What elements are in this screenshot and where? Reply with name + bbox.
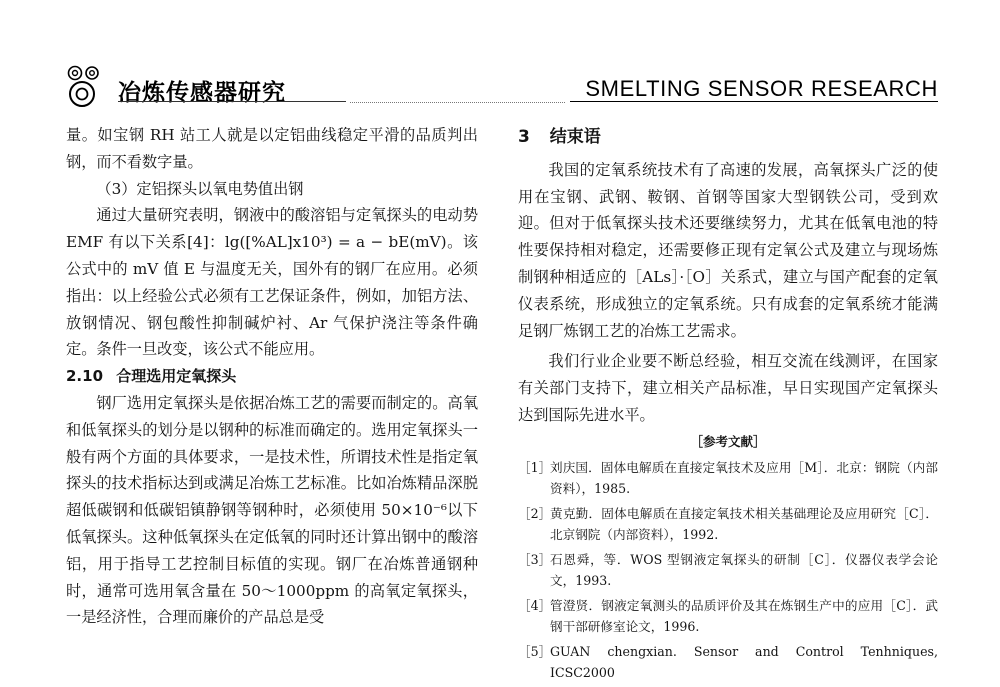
section-title: 结束语 <box>549 127 601 147</box>
page-header <box>60 62 938 110</box>
section-heading <box>66 363 478 390</box>
reference-item <box>518 457 938 499</box>
paragraph: 量。如宝钢 RH 站工人就是以定铝曲线稳定平滑的品质判出钢，而不看数字量。 <box>66 126 478 171</box>
reference-item <box>518 641 938 683</box>
references-list <box>518 457 938 683</box>
reference-number: ［2］ <box>518 505 552 521</box>
reference-number: ［3］ <box>518 551 552 567</box>
paragraph: 钢厂选用定氧探头是依据冶炼工艺的需要而制定的。高氧和低氧探头的划分是以钢种的标准而确定的。选用定氧探头一般有两个方面的具体要求，一是技术性，所谓技术性是指定氧探头的技术指标达到或满足冶炼工艺标准。比如冶炼精品深脱超低碳钢和低碳铝镇静钢等钢种时，必须使用 50×10⁻⁶以下低氧探头。这种低氧探头在定低氧的同时还计算出钢中的酸溶铝，用于指导工艺控制目标值的实现。钢厂在冶炼普通钢种时，通常可选用氧含量在 50～1000ppm 的高氧定氧探头，一是经济性，合理而廉价的产品总是受 <box>66 393 478 627</box>
paragraph: 我国的定氧系统技术有了高速的发展，高氧探头广泛的使用在宝钢、武钢、鞍钢、首钢等国家大型钢铁公司，受到欢迎。但对于低氧探头技术还要继续努力，尤其在低氧电池的特性要保持相对稳定，还需要修正现有定氧公式及建立与现场炼制钢种相适应的［ALs］·［O］关系式，建立与国产配套的定氧仪表系统，形成独立的定氧系统。只有成套的定氧系统才能满足钢厂炼钢工艺的冶炼工艺需求。 <box>518 160 938 340</box>
reference-text: 黄克勤．固体电解质在直接定氧技术相关基础理论及应用研究［C］．北京钢院（内部资料），1992. <box>550 505 938 542</box>
section-number: 2.10 <box>66 367 104 386</box>
reference-number: ［4］ <box>518 597 552 613</box>
reference-number: ［5］ <box>518 643 552 659</box>
section-heading <box>518 124 938 151</box>
reference-item <box>518 549 938 591</box>
reference-item <box>518 595 938 637</box>
reference-text: 刘庆国．固体电解质在直接定氧技术及应用［M］．北京：钢院（内部资料），1985. <box>550 459 938 496</box>
right-column <box>518 122 938 687</box>
section-title: 合理选用定氧探头 <box>116 367 237 386</box>
header-rule-right <box>570 101 938 102</box>
reference-item <box>518 503 938 545</box>
header-rule-dotted <box>350 102 565 103</box>
reference-text: 管澄贤．钢液定氧测头的品质评价及其在炼钢生产中的应用［C］．武钢干部研修室论文，1996. <box>550 597 938 634</box>
paragraph: 我们行业企业要不断总经验，相互交流在线测评，在国家有关部门支持下，建立相关产品标准，早日实现国产定氧探头达到国际先进水平。 <box>518 352 938 424</box>
reference-number: ［1］ <box>518 459 552 475</box>
section-number: 3 <box>518 127 530 147</box>
left-column <box>66 122 478 631</box>
reference-text: 石恩舜，等．WOS 型钢液定氧探头的研制［C］．仪器仪表学会论文，1993. <box>550 551 938 588</box>
header-rule-left <box>118 101 346 102</box>
journal-logo-circles-icon <box>66 64 112 110</box>
reference-text: GUAN chengxian. Sensor and Control Tenhniques, ICSC2000 <box>550 643 938 680</box>
references-title: ［参考文献］ <box>690 433 766 449</box>
brand-title-english: SMELTING SENSOR RESEARCH <box>585 76 938 101</box>
brand-title-chinese: 冶炼传感器研究 <box>118 80 286 106</box>
subheading: （3）定铝探头以氧电势值出钢 <box>96 179 304 198</box>
paragraph: 通过大量研究表明，钢液中的酸溶铝与定氧探头的电动势 EMF 有以下关系[4]：lg([%AL]x10³) = a − bE(mV)。该公式中的 mV 值 E 与温度无关，国外有的钢厂在应用。必须指出：以上经验公式必须有工艺保证条件，例如，加铝方法、放钢情况、钢包酸性抑制碱炉衬、Ar 气保护浇注等条件确定。条件一旦改变，该公式不能应用。 <box>66 206 478 359</box>
